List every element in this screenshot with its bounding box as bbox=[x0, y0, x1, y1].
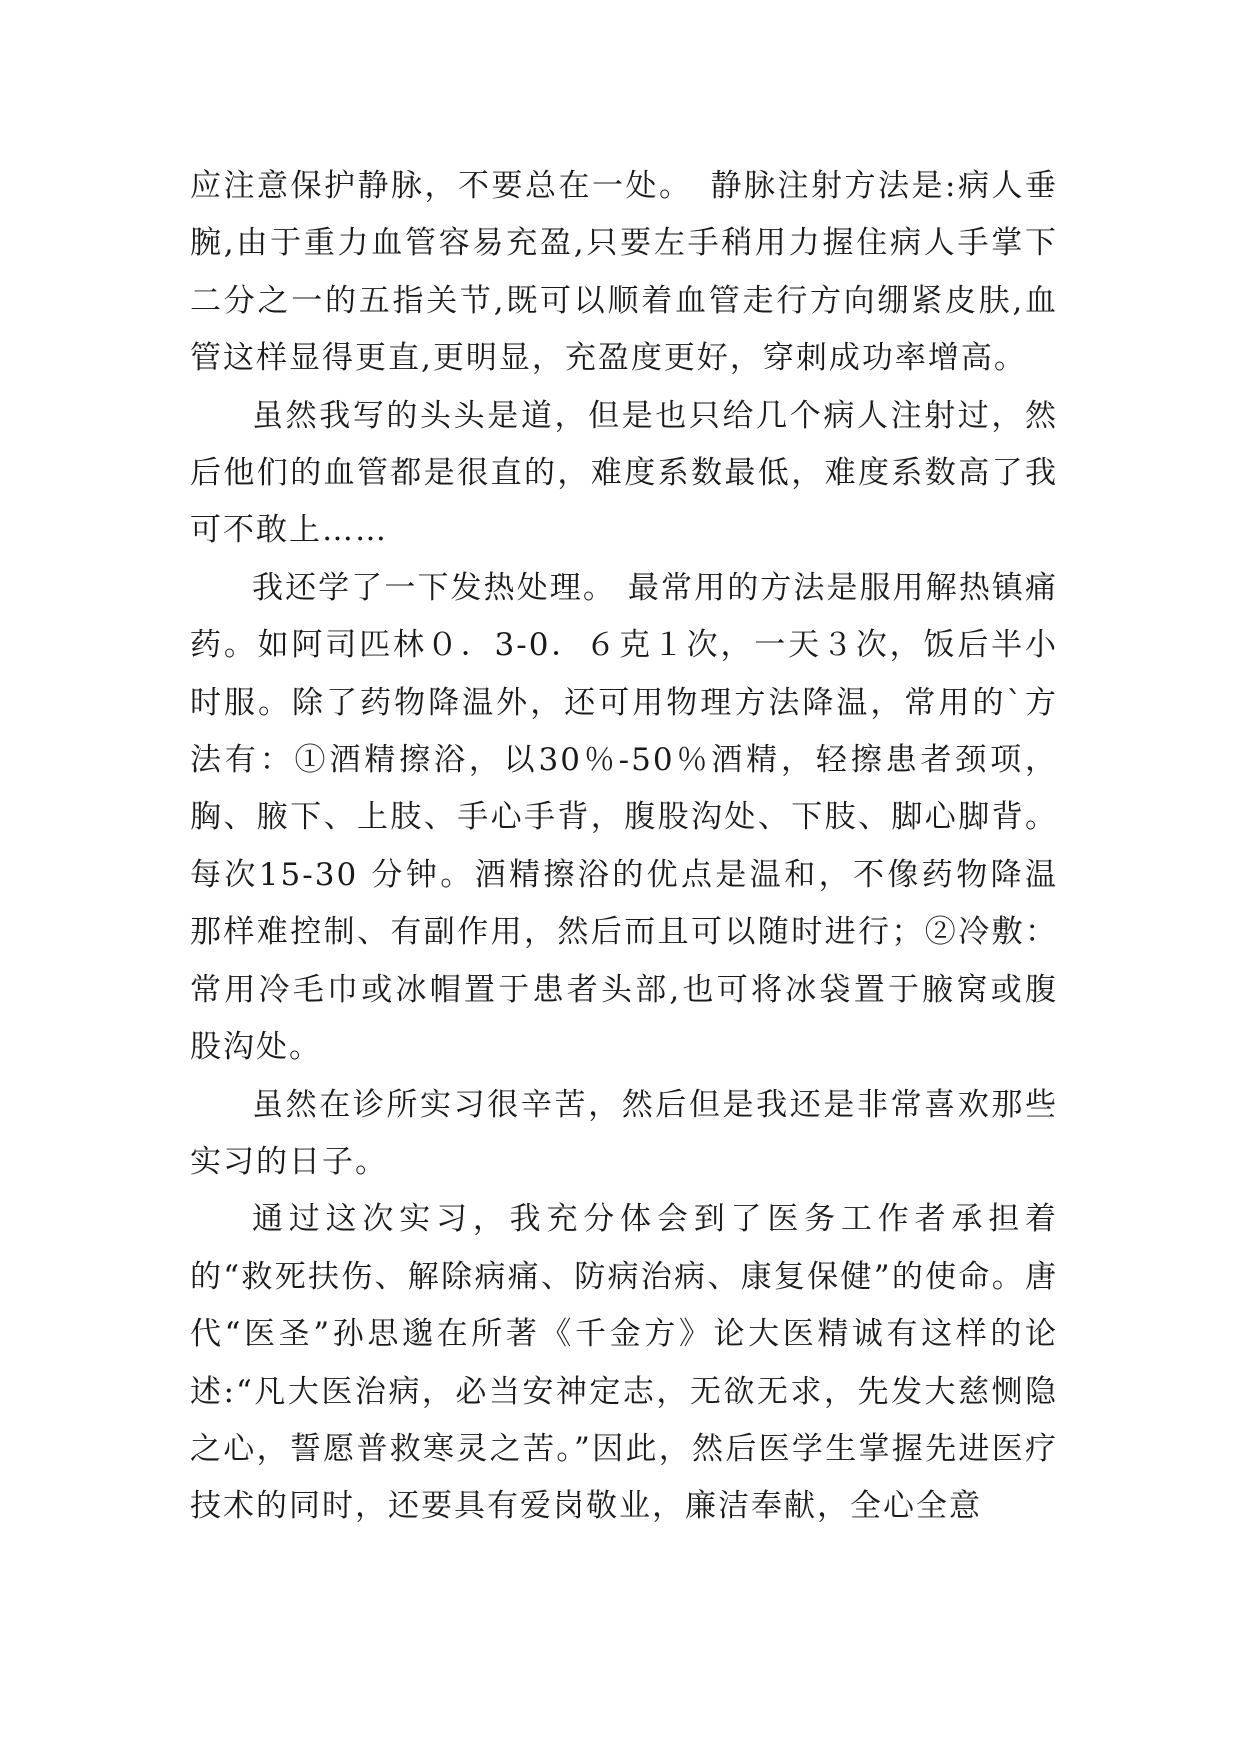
document-body bbox=[190, 158, 1058, 1536]
paragraph-5: 通过这次实习，我充分体会到了医务工作者承担着的“救死扶伤、解除病痛、防病治病、康复保健”的使命。唐代“医圣”孙思邈在所著《千金方》论大医精诚有这样的论述:“凡大医治病，必当安神定志，无欲无求，先发大慈恻隐之心，誓愿普救寒灵之苦。”因此，然后医学生掌握先进医疗技术的同时，还要具有爱岗敬业，廉洁奉献，全心全意 bbox=[190, 1201, 1058, 1525]
paragraph-2: 虽然我写的头头是道，但是也只给几个病人注射过，然后他们的血管都是很直的，难度系数最低，难度系数高了我可不敢上…… bbox=[190, 397, 1058, 549]
paragraph-1: 应注意保护静脉，不要总在一处。 静脉注射方法是:病人垂腕,由于重力血管容易充盈,只要左手稍用力握住病人手掌下二分之一的五指关节,既可以顺着血管走行方向绷紧皮肤,血管这样显得更直,更明显，充盈度更好，穿刺成功率增高。 bbox=[190, 168, 1058, 377]
paragraph-3: 我还学了一下发热处理。 最常用的方法是服用解热镇痛药。如阿司匹林０．3-0．６克１次，一天３次，饭后半小时服。除了药物降温外，还可用物理方法降温，常用的`方法有：①酒精擦浴，以30％-50％酒精，轻擦患者颈项，胸、腋下、上肢、手心手背，腹股沟处、下肢、脚心脚背。每次15-30 分钟。酒精擦浴的优点是温和，不像药物降温那样难控制、有副作用，然后而且可以随时进行；②冷敷：常用冷毛巾或冰帽置于患者头部,也可将冰袋置于腋窝或腹股沟处。 bbox=[190, 569, 1058, 1066]
paragraph-4: 虽然在诊所实习很辛苦，然后但是我还是非常喜欢那些实习的日子。 bbox=[190, 1086, 1058, 1180]
